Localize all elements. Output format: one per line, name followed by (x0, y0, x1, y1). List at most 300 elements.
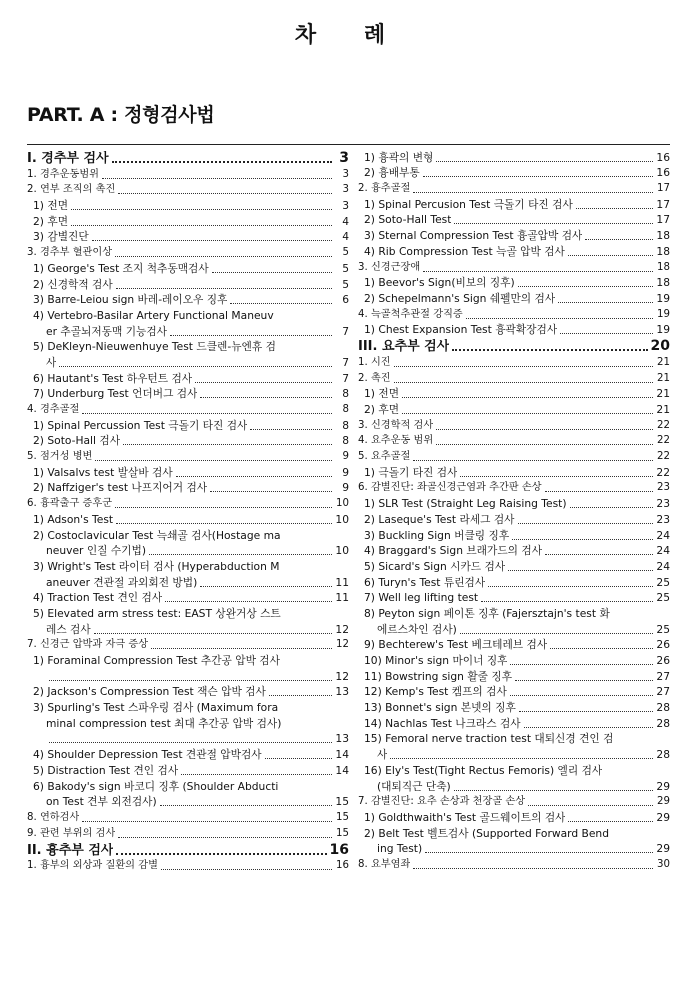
dot-leader (508, 569, 653, 571)
toc-page-number: 19 (656, 323, 670, 337)
toc-page-number: 8 (342, 404, 349, 415)
dot-leader (576, 207, 653, 209)
dot-leader (568, 254, 653, 256)
toc-entry (358, 290, 670, 306)
toc-page-number: 16 (656, 166, 670, 180)
toc-page-number: 23 (657, 482, 670, 494)
toc-section (358, 856, 670, 872)
dot-leader (515, 679, 653, 681)
toc-entry-title: 16) Ely's Test(Tight Rectus Femoris) 엘리 검사 (364, 763, 603, 777)
toc-page-number: 5 (342, 261, 349, 275)
dot-leader (436, 160, 653, 162)
dot-leader (394, 365, 653, 367)
toc-entry-title: 6. 감별진단: 좌골신경근염과 추간판 손상 (358, 482, 542, 494)
dot-leader (510, 663, 653, 665)
toc-chapter (27, 149, 349, 166)
toc-page-number: 21 (657, 356, 670, 368)
toc-entry (27, 480, 349, 496)
dot-leader (510, 694, 653, 696)
toc-entry-title: 5) Distraction Test 견인 검사 (33, 763, 179, 777)
toc-entry-title: 6) Turyn's Test 튜린검사 (364, 575, 486, 589)
toc-entry (27, 260, 349, 276)
dot-leader (528, 804, 653, 806)
toc-chapter (358, 337, 670, 354)
toc-entry-title: on Test 견부 외전검사) (46, 795, 157, 809)
dot-leader (123, 443, 332, 445)
toc-page-number: 3 (342, 168, 349, 180)
toc-entry-title: 2) 신경학적 검사 (33, 277, 113, 291)
toc-entry-title: 5. 요추골절 (358, 451, 411, 463)
toc-entry-title: 1) 전면 (33, 199, 69, 213)
toc-section (358, 794, 670, 810)
toc-entry-title: 3) Sternal Compression Test 흉골압박 검사 (364, 229, 583, 243)
toc-page-number: 9 (342, 451, 349, 463)
toc-page-number: 23 (656, 512, 670, 526)
toc-entry-title: 4. 경추골절 (27, 404, 80, 415)
toc-entry (27, 527, 349, 543)
dot-leader (118, 836, 332, 838)
toc-entry (358, 825, 670, 841)
toc-entry (358, 527, 670, 543)
toc-entry-title: 8. 연하검사 (27, 811, 80, 823)
dot-leader (200, 585, 332, 587)
toc-entry-title: 3) 감별진단 (33, 230, 89, 244)
toc-entry-title: 2) Soto-Hall 검사 (33, 434, 121, 448)
toc-page-number: 16 (336, 860, 349, 872)
top-rule (27, 144, 670, 145)
toc-entry (27, 590, 349, 606)
toc-page-number: 12 (335, 669, 349, 683)
toc-entry-title: 2) Schepelmann's Sign 쉐펠만의 검사 (364, 291, 556, 305)
toc-page-number: 22 (657, 451, 670, 463)
dot-leader (545, 553, 653, 555)
toc-page-number: 25 (656, 591, 670, 605)
toc-entry-title: 5) Sicard's Sign 시카드 검사 (364, 559, 506, 573)
toc-page-number: 3 (339, 150, 349, 166)
toc-entry (358, 196, 670, 212)
dot-leader (151, 647, 332, 649)
toc-entry (27, 558, 349, 574)
toc-chapter (27, 841, 349, 858)
toc-section (358, 433, 670, 449)
dot-leader (71, 224, 332, 226)
toc-entry (358, 684, 670, 700)
toc-page-number: 14 (335, 763, 349, 777)
toc-page-number: 21 (657, 372, 670, 384)
dot-leader (161, 868, 332, 870)
toc-entry-title: 7. 감별진단: 요추 손상과 천장골 손상 (358, 796, 526, 808)
toc-entry-title: 9) Bechterew's Test 베크테레브 검사 (364, 638, 548, 652)
dot-leader (390, 757, 653, 759)
toc-entry (358, 762, 670, 778)
dot-leader (200, 396, 332, 398)
toc-entry (27, 715, 349, 731)
toc-entry-title: 1) Adson's Test (33, 512, 114, 526)
toc-section (27, 401, 349, 417)
toc-page-number: 24 (656, 544, 670, 558)
toc-entry (27, 292, 349, 308)
toc-entry-title: 6. 흉곽출구 증후군 (27, 498, 113, 510)
toc-entry (27, 307, 349, 323)
dot-leader (82, 412, 332, 414)
toc-left-column (27, 149, 349, 873)
toc-page-number: 5 (342, 277, 349, 291)
dot-leader (92, 239, 332, 241)
toc-page-number: 19 (656, 291, 670, 305)
toc-page-number: 27 (656, 685, 670, 699)
toc-entry-title: 7. 신경근 압박과 자극 증상 (27, 639, 149, 651)
toc-entry-title: III. 요추부 검사 (358, 339, 450, 355)
toc-page-number: 15 (336, 827, 349, 839)
toc-page-number: 10 (336, 498, 349, 510)
toc-entry (358, 746, 670, 762)
toc-entry-title: 2) Jackson's Compression Test 잭슨 압박 검사 (33, 685, 266, 699)
toc-entry (358, 543, 670, 559)
toc-page-number: 14 (335, 748, 349, 762)
toc-right-column (358, 149, 670, 872)
toc-entry-title: 1) Spinal Percusion Test 극돌기 타진 검사 (364, 197, 573, 211)
toc-section (358, 354, 670, 370)
toc-page-number: 15 (335, 795, 349, 809)
dot-leader (423, 270, 653, 272)
toc-entry (27, 433, 349, 449)
toc-page-number: 12 (335, 622, 349, 636)
toc-entry-title: 1. 흉부의 외상과 질환의 감별 (27, 860, 158, 872)
toc-page-number: 19 (657, 308, 670, 320)
toc-entry-title: 1) Spinal Percussion Test 극돌기 타진 검사 (33, 418, 248, 432)
toc-entry-title: 8. 요부염좌 (358, 858, 411, 870)
toc-entry-title: 1) Beevor's Sign(비보의 징후) (364, 276, 515, 290)
dot-leader (454, 789, 653, 791)
toc-entry-title: 5) Elevated arm stress test: EAST 상완거상 스트 (33, 606, 281, 620)
dot-leader (413, 459, 653, 461)
dot-leader (149, 553, 332, 555)
toc-entry-title: 6) Hautant's Test 하우턴트 검사 (33, 371, 193, 385)
toc-page-number: 28 (656, 748, 670, 762)
toc-entry-title: 에르스차인 검사) (377, 622, 457, 636)
toc-page-number: 9 (342, 465, 349, 479)
dot-leader (181, 773, 332, 775)
toc-entry-title: 5. 점거성 병변 (27, 451, 93, 463)
toc-entry-title: 레스 검사 (46, 622, 91, 636)
toc-entry (27, 323, 349, 339)
dot-leader (82, 820, 332, 822)
toc-page-number: 20 (650, 338, 670, 355)
dot-leader (560, 332, 653, 334)
toc-entry (358, 464, 670, 480)
toc-entry-title: 2. 흉추골절 (358, 183, 411, 195)
dot-leader (71, 208, 332, 210)
toc-entry-title: 10) Minor's sign 마이너 징후 (364, 654, 508, 667)
dot-leader (59, 365, 332, 367)
toc-entry-title: 2. 연부 조직의 촉진 (27, 184, 116, 196)
dot-leader (488, 585, 653, 587)
dot-leader (265, 757, 332, 759)
toc-entry (358, 605, 670, 621)
toc-entry-title: 2) Belt Test 벨트검사 (Supported Forward Bend (364, 826, 609, 840)
dot-leader (115, 255, 332, 257)
toc-page-number: 9 (342, 481, 349, 495)
dot-leader (570, 506, 653, 508)
toc-entry-title: 4) Traction Test 견인 검사 (33, 591, 163, 605)
dot-leader (195, 381, 332, 383)
toc-entry-title: 4) Rib Compression Test 늑골 압박 검사 (364, 244, 565, 258)
toc-page-number: 10 (335, 544, 349, 558)
dot-leader (518, 285, 653, 287)
toc-entry (358, 149, 670, 165)
dot-leader (550, 647, 653, 649)
toc-entry-title: 2. 촉진 (358, 372, 391, 384)
dot-leader (402, 412, 653, 414)
dot-leader (413, 867, 653, 869)
toc-section (358, 480, 670, 496)
toc-page-number: 29 (656, 842, 670, 856)
toc-entry (27, 417, 349, 433)
toc-entry (358, 511, 670, 527)
dot-leader (436, 443, 653, 445)
toc-entry-title: 1) Foraminal Compression Test 추간공 압박 검사 (33, 654, 280, 667)
toc-section (358, 370, 670, 386)
toc-entry (358, 386, 670, 402)
dot-leader (512, 538, 653, 540)
toc-entry-title: 4) Braggard's Sign 브래가드의 검사 (364, 544, 543, 558)
toc-page-number: 7 (342, 371, 349, 385)
toc-page-number: 5 (342, 247, 349, 259)
toc-page-number: 8 (342, 387, 349, 401)
dot-leader (116, 852, 326, 855)
dot-leader (402, 396, 653, 398)
dot-leader (116, 522, 332, 524)
toc-entry (358, 668, 670, 684)
toc-page-number: 15 (336, 811, 349, 823)
toc-entry (358, 590, 670, 606)
toc-entry (358, 495, 670, 511)
toc-entry (358, 731, 670, 747)
toc-entry (27, 543, 349, 559)
toc-entry-title: I. 경추부 검사 (27, 151, 109, 166)
toc-entry (358, 699, 670, 715)
toc-page-number: 25 (656, 622, 670, 636)
toc-entry-title: 사 (46, 355, 57, 369)
toc-page-number: 23 (656, 497, 670, 511)
toc-entry-title: (대퇴직근 단축) (377, 779, 451, 793)
toc-entry-title: ing Test) (377, 842, 423, 856)
toc-page-number: 21 (656, 387, 670, 401)
toc-entry-title: 2) 후면 (33, 214, 69, 228)
dot-leader (176, 475, 332, 477)
toc-page-number: 27 (656, 669, 670, 683)
toc-entry (27, 339, 349, 355)
toc-entry-title: II. 흉추부 검사 (27, 842, 114, 858)
toc-page-number: 24 (656, 559, 670, 573)
toc-entry (27, 668, 349, 684)
toc-entry-title: 사 (377, 748, 388, 762)
dot-leader (394, 381, 653, 383)
toc-entry-title: 9. 관련 부위의 검사 (27, 827, 116, 839)
toc-page-number: 16 (656, 150, 670, 164)
dot-leader (49, 741, 332, 743)
toc-entry-title: 5) DeKleyn-Nieuwenhuye Test 드클렌-뉴엔휴 검 (33, 340, 276, 354)
toc-section (27, 244, 349, 260)
toc-section (27, 637, 349, 653)
toc-entry (358, 809, 670, 825)
toc-entry (27, 354, 349, 370)
toc-page-number: 10 (335, 512, 349, 526)
toc-entry (358, 212, 670, 228)
toc-entry-title: aneuver 견관절 과외회전 방법) (46, 575, 198, 589)
toc-entry (27, 276, 349, 292)
dot-leader (460, 475, 653, 477)
toc-section (27, 448, 349, 464)
dot-leader (112, 160, 332, 163)
toc-entry-title: 2) Soto-Hall Test (364, 213, 452, 227)
toc-entry (358, 637, 670, 653)
toc-section (358, 259, 670, 275)
toc-entry (27, 652, 349, 668)
dot-leader (250, 428, 332, 430)
toc-entry-title: 3) Barre-Leiou sign 바레-레이오우 징후 (33, 293, 228, 307)
toc-entry-title: 4. 늑골척추관절 강직증 (358, 308, 463, 320)
toc-entry-title: 3) Wright's Test 라이터 검사 (Hyperabduction M (33, 559, 280, 573)
toc-page-number: 22 (657, 419, 670, 431)
toc-page-number: 11 (335, 575, 349, 589)
dot-leader (454, 222, 653, 224)
dot-leader (436, 428, 653, 430)
toc-entry-title: 2) 흉배부통 (364, 166, 420, 180)
toc-entry (27, 621, 349, 637)
toc-entry (27, 731, 349, 747)
toc-page-number: 3 (342, 184, 349, 196)
dot-leader (545, 490, 653, 492)
dot-leader (423, 175, 653, 177)
toc-entry (358, 401, 670, 417)
toc-entry (27, 229, 349, 245)
toc-entry-title: 2) Naffziger's test 나프지어거 검사 (33, 481, 208, 495)
toc-entry-title: 4. 요추운동 범위 (358, 435, 434, 447)
toc-entry-title: 1. 경추운동범위 (27, 168, 100, 180)
toc-entry-title: 13) Bonnet's sign 본넷의 징후 (364, 701, 516, 715)
dot-leader (425, 851, 653, 853)
toc-entry (358, 243, 670, 259)
toc-entry (27, 605, 349, 621)
toc-entry-title: 4) Shoulder Depression Test 견관절 압박검사 (33, 748, 262, 762)
dot-leader (160, 804, 332, 806)
toc-page-number: 18 (657, 261, 670, 273)
toc-section (27, 825, 349, 841)
part-heading: PART. A : 정형검사법 (27, 104, 215, 126)
toc-entry-title: 3) Spurling's Test 스파우링 검사 (Maximum fora (33, 701, 279, 715)
toc-page-number: 6 (342, 293, 349, 307)
toc-entry (27, 464, 349, 480)
toc-entry (27, 370, 349, 386)
toc-entry-title: 1) Chest Expansion Test 흉곽확장검사 (364, 323, 558, 337)
toc-section (27, 182, 349, 198)
toc-page-number: 12 (336, 639, 349, 651)
toc-page-number: 13 (335, 732, 349, 746)
toc-entry-title: 7) Underburg Test 언더버그 검사 (33, 387, 198, 401)
toc-page-number: 17 (656, 197, 670, 211)
toc-entry (27, 511, 349, 527)
toc-entry-title: 12) Kemp's Test 켐프의 검사 (364, 685, 507, 699)
toc-section (358, 417, 670, 433)
toc-entry-title: 1) 흉곽의 변형 (364, 150, 434, 164)
dot-leader (94, 632, 332, 634)
dot-leader (413, 191, 653, 193)
toc-page-number: 18 (656, 244, 670, 258)
toc-section (358, 448, 670, 464)
toc-entry-title: 3. 경추부 혈관이상 (27, 247, 113, 259)
toc-page-number: 17 (656, 213, 670, 227)
toc-page-number: 7 (342, 324, 349, 338)
toc-page-number: 29 (657, 796, 670, 808)
toc-page-number: 4 (342, 214, 349, 228)
toc-entry-title: 7) Well leg lifting test (364, 591, 479, 605)
dot-leader (460, 632, 653, 634)
toc-entry (27, 213, 349, 229)
toc-page-number: 22 (657, 435, 670, 447)
toc-section (27, 495, 349, 511)
dot-leader (519, 710, 653, 712)
dot-leader (568, 820, 653, 822)
toc-entry-title: 3) Buckling Sign 버클링 징후 (364, 528, 510, 542)
dot-leader (466, 317, 653, 319)
dot-leader (95, 459, 332, 461)
dot-leader (165, 600, 332, 602)
toc-entry-title: 3. 신경학적 검사 (358, 419, 434, 431)
toc-entry-title: 14) Nachlas Test 나크라스 검사 (364, 716, 521, 730)
dot-leader (585, 238, 653, 240)
toc-page-number: 29 (656, 779, 670, 793)
toc-entry (358, 621, 670, 637)
toc-entry (358, 715, 670, 731)
toc-entry-title: 1) 전면 (364, 387, 400, 401)
page-title: 차 례 (294, 23, 406, 48)
toc-entry-title: 15) Femoral nerve traction test 대퇴신경 견인 검 (364, 732, 614, 746)
toc-entry (358, 322, 670, 338)
toc-entry (27, 197, 349, 213)
toc-entry (27, 386, 349, 402)
toc-page-number: 11 (335, 591, 349, 605)
toc-entry-title: 2) Costoclavicular Test 늑쇄골 검사(Hostage ma (33, 528, 281, 542)
toc-section (358, 306, 670, 322)
dot-leader (212, 271, 332, 273)
toc-entry-title: 1. 시진 (358, 356, 391, 368)
toc-page-number: 8 (342, 418, 349, 432)
toc-page-number: 22 (656, 465, 670, 479)
dot-leader (102, 177, 332, 179)
dot-leader (49, 679, 332, 681)
toc-page-number: 28 (656, 716, 670, 730)
toc-page-number: 24 (656, 528, 670, 542)
dot-leader (518, 522, 653, 524)
toc-entry (358, 652, 670, 668)
dot-leader (524, 726, 653, 728)
dot-leader (116, 287, 332, 289)
toc-section (358, 180, 670, 196)
toc-entry-title: 6) Bakody's sign 바코디 징후 (Shoulder Abducti (33, 779, 279, 793)
toc-page-number: 4 (342, 230, 349, 244)
toc-page-number: 16 (329, 841, 349, 858)
toc-entry (27, 778, 349, 794)
toc-entry (358, 165, 670, 181)
toc-entry (27, 762, 349, 778)
toc-entry-title: 1) 극돌기 타진 검사 (364, 465, 458, 479)
toc-entry-title: neuver 인질 수기법) (46, 544, 147, 558)
toc-entry (358, 778, 670, 794)
toc-entry (358, 227, 670, 243)
toc-entry-title: 2) Laseque's Test 라세그 검사 (364, 512, 515, 526)
dot-leader (115, 506, 332, 508)
